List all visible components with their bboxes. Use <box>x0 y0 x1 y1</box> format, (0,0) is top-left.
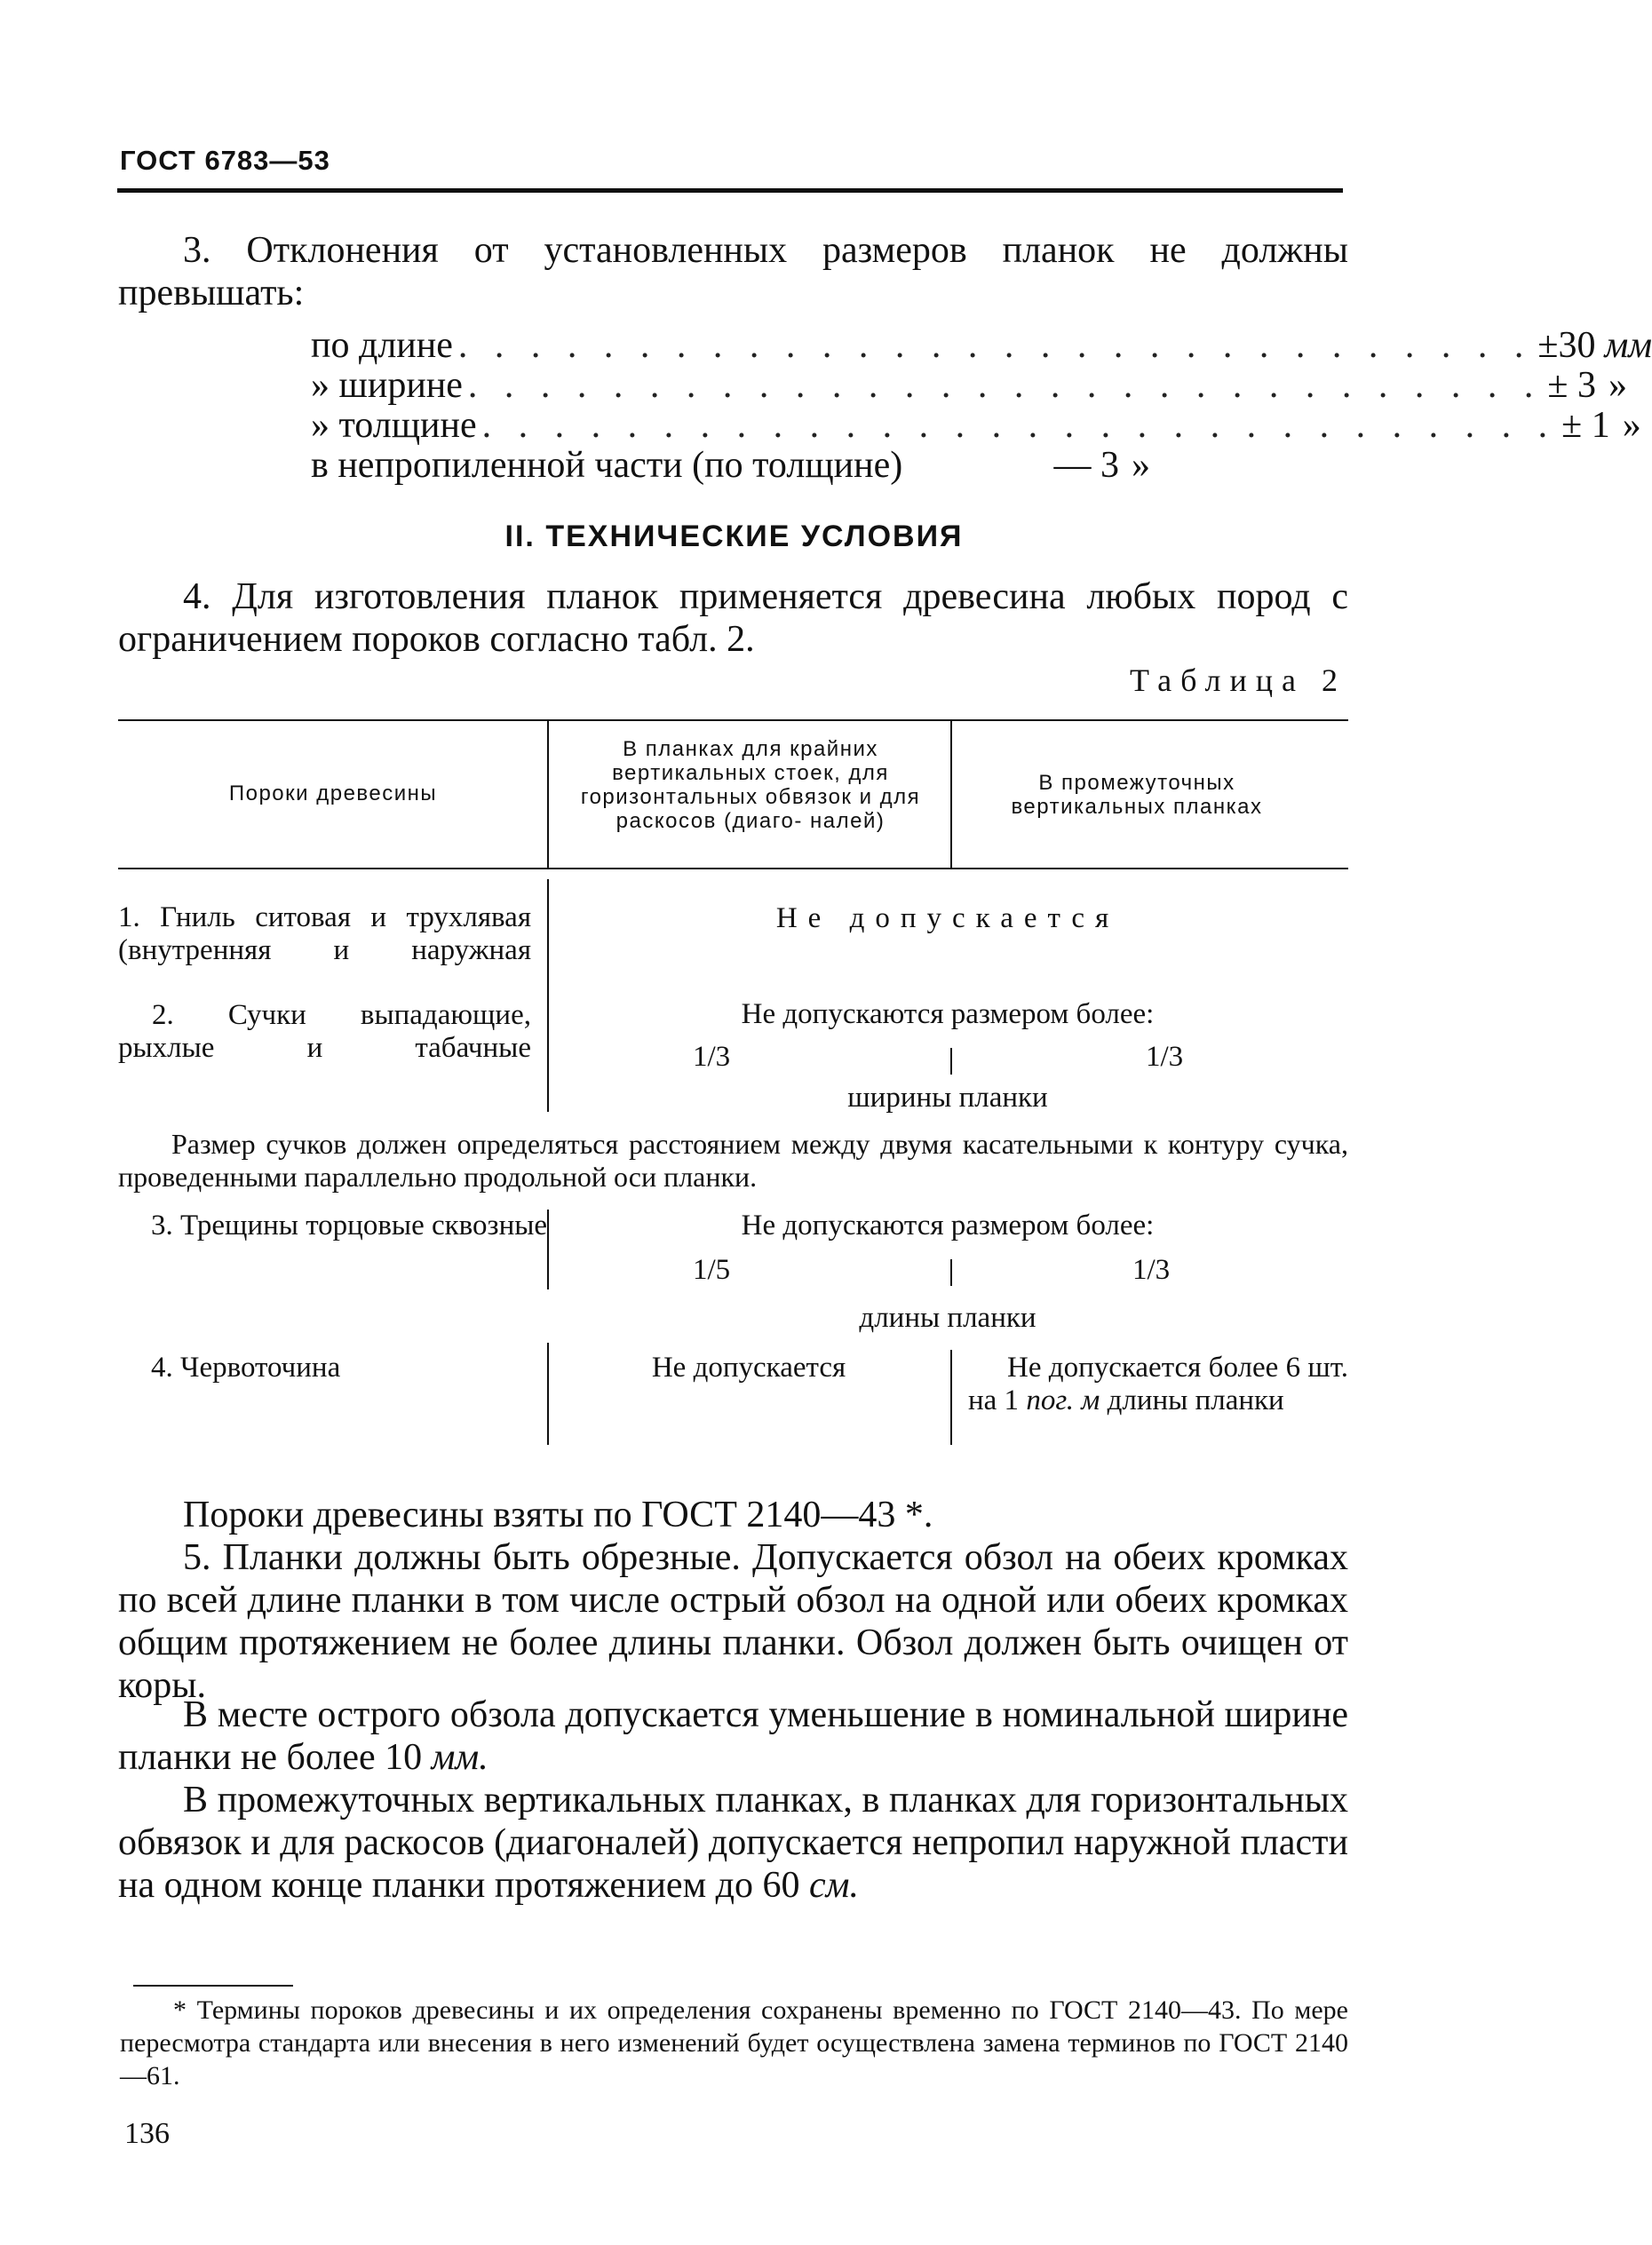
table-row-4-col2: Не допускается <box>651 1352 846 1384</box>
deviation-row <box>311 324 1652 367</box>
table-col-divider <box>950 721 952 868</box>
table-row-4-col3-unit: пог. м <box>1026 1384 1100 1416</box>
deviation-unit: » <box>1132 445 1150 486</box>
table-row-4-col3 <box>968 1352 1348 1417</box>
deviation-label: в непропиленной части (по толщине) <box>311 445 903 486</box>
table-row-2-basis: ширины планки <box>847 1082 1048 1114</box>
paragraph-defects-ref: Пороки древесины взяты по ГОСТ 2140—43 *. <box>183 1495 933 1535</box>
deviation-unit: мм <box>1604 325 1652 366</box>
clause-4-text: 4. Для изготовления планок применяется древесина любых пород с ограничением пороков согласно табл. 2. <box>118 576 1348 660</box>
table-header-middle-planks: В промежуточных вертикальных планках <box>1011 771 1263 819</box>
table-row-1-defect: 1. Гниль ситовая и трухлявая (внутренняя и наружная <box>118 901 531 966</box>
table-caption: Таблица 2 <box>1130 662 1346 698</box>
deviation-row <box>311 364 1627 407</box>
deviation-label: » толщине <box>311 405 477 446</box>
deviation-row <box>311 404 1641 447</box>
table-col-divider-short <box>950 1259 952 1286</box>
section-heading: II. ТЕХНИЧЕСКИЕ УСЛОВИЯ <box>504 520 964 553</box>
table-col-divider-short <box>950 1048 952 1075</box>
clause-3-text: 3. Отклонения от установленных размеров планок не должны превышать: <box>118 230 1348 313</box>
deviation-value: ± 3 <box>1547 365 1596 406</box>
table-header-defects: Пороки древесины <box>228 781 438 805</box>
footnote-rule <box>133 1985 293 1987</box>
footnote: * Термины пороков древесины и их определения сохранены временно по ГОСТ 2140—43. По мере пересмотра стандарта или внесения в него изменений будет осуществлена замена терминов по ГОСТ 2140—61. <box>120 1995 1348 2090</box>
deviation-label: по длине <box>311 325 453 366</box>
table-header-edge-planks: В планках для крайних вертикальных стоек, для горизонтальных обвязок и для раскосов (диаго- налей) <box>580 737 921 833</box>
paragraph-clause-5: 5. Планки должны быть обрезные. Допускается обзол на обеих кромках по всей длине планки в том числе острый обзол на одной или обеих кромках общим протяжением не более длины планки. Обзол должен быть очищен от коры. <box>118 1537 1348 1706</box>
dot-leader: . . . . . . . . . . . . . . . . . . . . . . . . . . . . . . <box>457 325 1533 366</box>
table-row-3-defect: 3. Трещины торцовые сквозные <box>151 1210 548 1241</box>
paragraph-wane-unit: мм. <box>431 1737 488 1778</box>
table-row-3-basis: длины планки <box>859 1302 1036 1334</box>
table-row-4-col3-text: Не допускается более 6 шт. на 1 <box>968 1352 1348 1416</box>
table-col-divider <box>547 721 549 868</box>
deviation-value: ±30 <box>1537 325 1596 366</box>
table-row-3-col3: 1/3 <box>1132 1254 1171 1286</box>
table-row-2-limit: Не допускаются размером более: <box>741 998 1155 1030</box>
table-row-1-value: Не допускается <box>775 902 1120 934</box>
paragraph-wane-width <box>118 1694 1348 1779</box>
deviation-row <box>311 444 1150 487</box>
deviation-value: — 3 <box>1053 445 1119 486</box>
table-row-2-defect: 2. Сучки выпадающие, рыхлые и табачные <box>118 999 531 1064</box>
document-header: ГОСТ 6783—53 <box>120 145 330 176</box>
deviation-label: » ширине <box>311 365 463 406</box>
table-col-divider <box>950 1350 952 1445</box>
table-top-rule <box>118 719 1348 721</box>
table-row-4-col3-tail: длины планки <box>1107 1384 1284 1416</box>
dot-leader: . . . . . . . . . . . . . . . . . . . . . . . . . . . . . . <box>467 365 1543 406</box>
dot-leader: . . . . . . . . . . . . . . . . . . . . . . . . . . . . . . <box>481 405 1557 446</box>
deviation-unit: » <box>1608 365 1627 406</box>
header-rule <box>117 188 1343 193</box>
table-row-4-defect: 4. Червоточина <box>151 1352 341 1384</box>
paragraph-wane-text: В месте острого обзола допускается уменьшение в номинальной ширине планки не более 10 <box>118 1694 1348 1778</box>
paragraph-unsawn-text: В промежуточных вертикальных планках, в планках для горизонтальных обвязок и для раскосов (диагоналей) допускается непропил наружной пласти на одном конце планки протяжением до 60 <box>118 1780 1348 1906</box>
table-row-3-col2: 1/5 <box>693 1254 731 1286</box>
paragraph-unsawn <box>118 1779 1348 1907</box>
deviation-unit: » <box>1622 405 1641 446</box>
table-row-3-limit: Не допускаются размером более: <box>741 1210 1155 1241</box>
table-row-2-col3: 1/3 <box>1146 1041 1184 1073</box>
deviation-value: ± 1 <box>1561 405 1610 446</box>
page-number: 136 <box>124 2117 170 2150</box>
table-header-rule <box>118 868 1348 869</box>
table-row-2-col2: 1/3 <box>693 1041 731 1073</box>
table-note: Размер сучков должен определяться расстоянием между двумя касательными к контуру сучка, проведенными параллельно продольной оси планки. <box>118 1128 1348 1193</box>
paragraph-unsawn-unit: см. <box>809 1865 859 1906</box>
